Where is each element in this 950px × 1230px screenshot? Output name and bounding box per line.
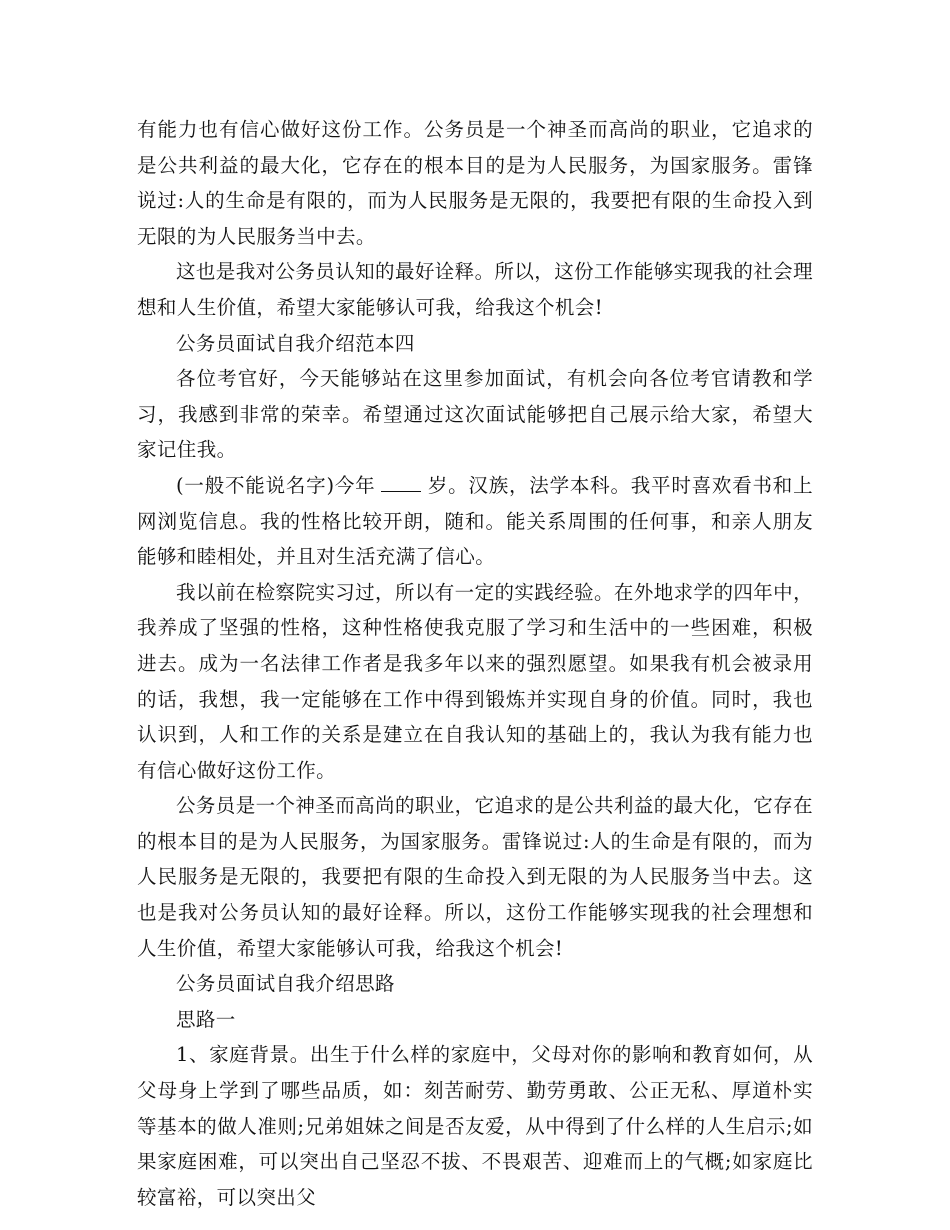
paragraph-family-background: 1、家庭背景。出生于什么样的家庭中，父母对你的影响和教育如何，从父母身上学到了哪些品质，如：刻苦耐劳、勤劳勇敢、公正无私、厚道朴实等基本的做人准则;兄弟姐妹之间是否友爱，从中得到了什么样的人生启示;如果家庭困难，可以突出自己坚忍不拔、不畏艰苦、迎难而上的气概;如家庭比较富裕，可以突出父 [137,1043,813,1209]
age-blank [381,473,421,492]
paragraph-greeting: 各位考官好，今天能够站在这里参加面试，有机会向各位考官请教和学习，我感到非常的荣幸。希望通过这次面试能够把自己展示给大家，希望大家记住我。 [137,367,813,462]
paragraph-continuation: 有能力也有信心做好这份工作。公务员是一个神圣而高尚的职业，它追求的是公共利益的最大化，它存在的根本目的是为人民服务，为国家服务。雷锋说过:人的生命是有限的，而为人民服务是无限的，我要把有限的生命投入到无限的为人民服务当中去。 [137,118,813,248]
document-body [137,112,813,1215]
personal-info-after: 岁。汉族，法学本科。我平时喜欢看书和上网浏览信息。我的性格比较开朗，随和。能关系周围的任何事，和亲人朋友能够和睦相处，并且对生活充满了信心。 [137,473,813,569]
personal-info-before: (一般不能说名字)今年 [176,473,376,497]
section-heading-sample-four: 公务员面试自我介绍范本四 [176,331,415,355]
section-heading-approach: 公务员面试自我介绍思路 [176,972,395,996]
paragraph-experience: 我以前在检察院实习过，所以有一定的实践经验。在外地求学的四年中，我养成了坚强的性格，这种性格使我克服了学习和生活中的一些困难，积极进去。成为一名法律工作者是我多年以来的强烈愿望。如果我有机会被录用的话，我想，我一定能够在工作中得到锻炼并实现自身的价值。同时，我也认识到，人和工作的关系是建立在自我认知的基础上的，我认为我有能力也有信心做好这份工作。 [137,580,813,782]
paragraph-conclusion: 这也是我对公务员认知的最好诠释。所以，这份工作能够实现我的社会理想和人生价值，希望大家能够认可我，给我这个机会! [137,260,813,319]
paragraph-personal-info [137,468,813,575]
subheading-approach-one: 思路一 [176,1007,236,1031]
paragraph-civil-servant: 公务员是一个神圣而高尚的职业，它追求的是公共利益的最大化，它存在的根本目的是为人民服务，为国家服务。雷锋说过:人的生命是有限的，而为人民服务是无限的，我要把有限的生命投入到无限的为人民服务当中去。这也是我对公务员认知的最好诠释。所以，这份工作能够实现我的社会理想和人生价值，希望大家能够认可我，给我这个机会! [137,794,813,960]
